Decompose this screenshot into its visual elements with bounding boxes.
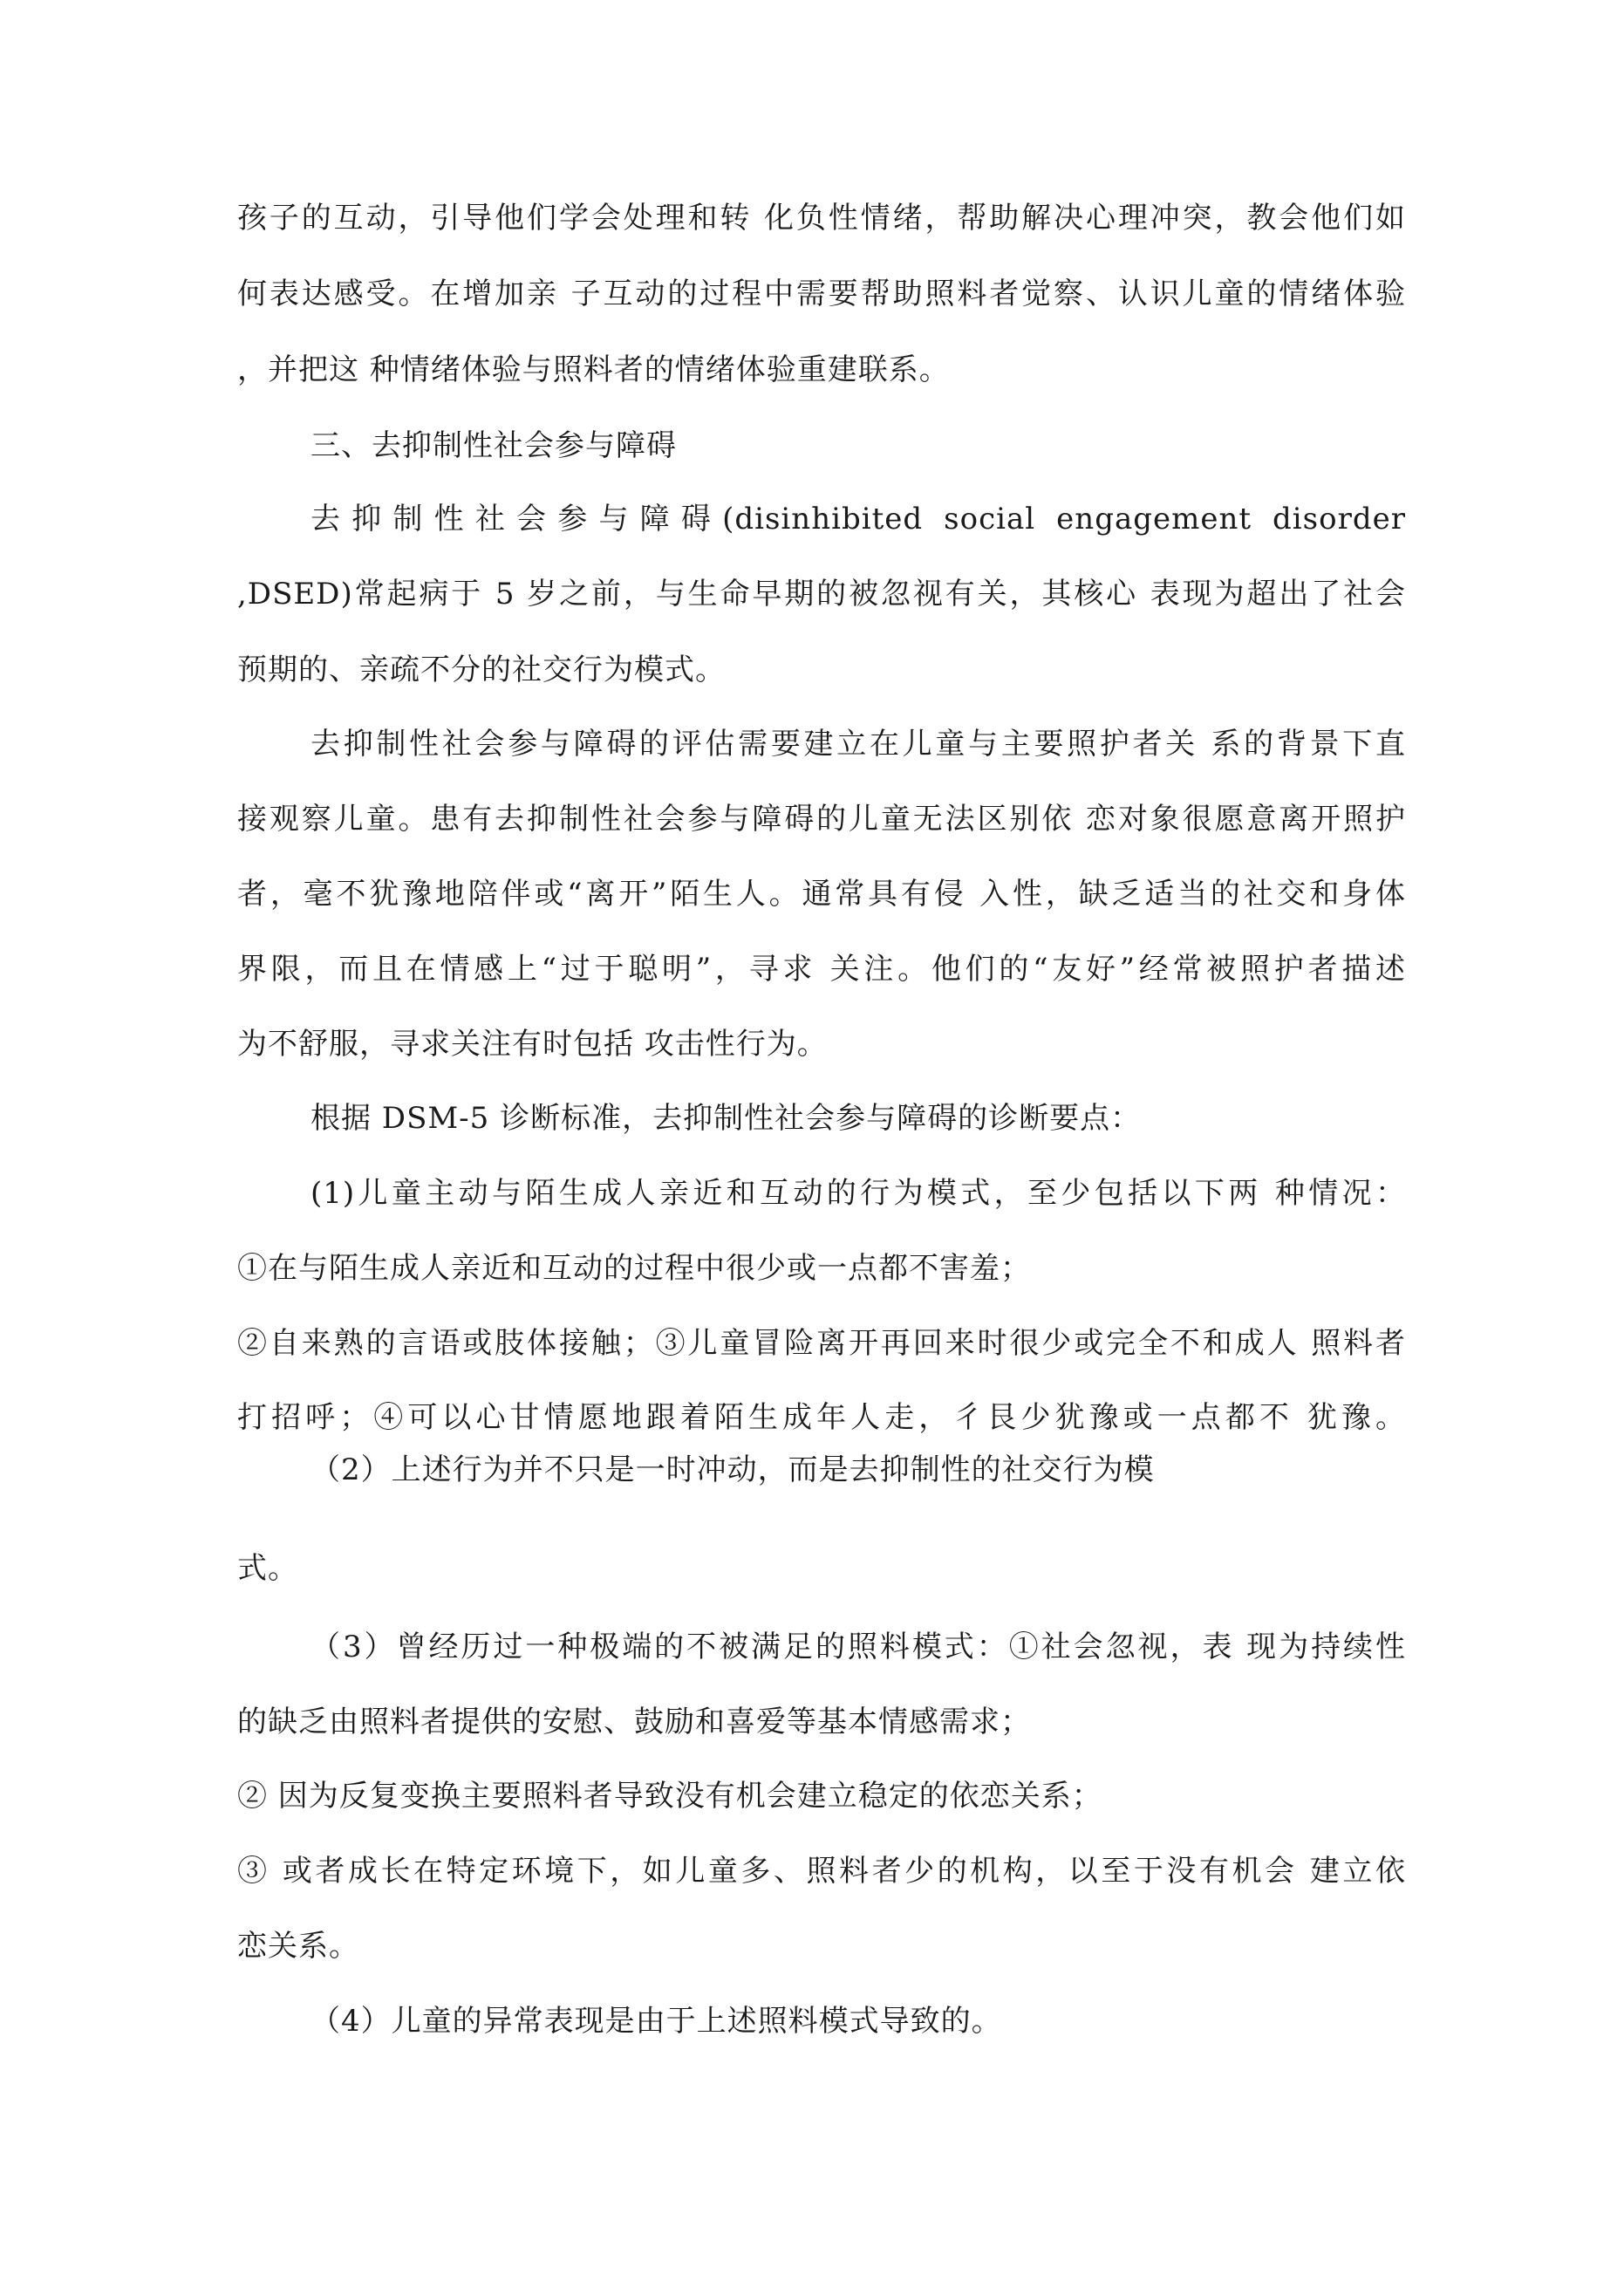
list-item: （3）曾经历过一种极端的不被满足的照料模式：①社会忽视，表 现为持续性 <box>310 1630 1406 1664</box>
text-line: 的缺乏由照料者提供的安慰、鼓励和喜爱等基本情感需求； <box>237 1705 1031 1739</box>
list-item: ②自来熟的言语或肢体接触；③儿童冒险离开再回来时很少或完全不和成人 照料者 <box>237 1326 1406 1361</box>
text-line: 预期的、亲疏不分的社交行为模式。 <box>237 653 726 687</box>
text-line: 接观察儿童。患有去抑制性社会参与障碍的儿童无法区别依 恋对象很愿意离开照护 <box>237 802 1406 837</box>
text-line: 孩子的互动，引导他们学会处理和转 化负性情绪，帮助解决心理冲突，教会他们如 <box>237 201 1406 236</box>
text-line: 为不舒服，寻求关注有时包括 攻击性行为。 <box>237 1027 828 1062</box>
list-item: (1)儿童主动与陌生成人亲近和互动的行为模式，至少包括以下两 种情况： <box>310 1176 1406 1211</box>
list-item: （2）上述行为并不只是一时冲动，而是去抑制性的社交行为模 <box>310 1452 1155 1487</box>
text-line: ,DSED)常起病于 5 岁之前，与生命早期的被忽视有关，其核心 表现为超出了社会 <box>237 577 1406 612</box>
text-line: 界限，而且在情感上“过于聪明”，寻求 关注。他们的“友好”经常被照护者描述 <box>237 952 1406 987</box>
text-line: 何表达感受。在增加亲 子互动的过程中需要帮助照料者觉察、认识儿童的情绪体验 <box>237 277 1406 311</box>
text-line: ，并把这 种情绪体验与照料者的情绪体验重建联系。 <box>237 352 950 387</box>
text-line: 根据 DSM-5 诊断标准，去抑制性社会参与障碍的诊断要点： <box>310 1101 1142 1136</box>
list-item: ② 因为反复变换主要照料者导致没有机会建立稳定的依恋关系； <box>237 1779 1102 1814</box>
text-line: 者，毫不犹豫地陪伴或“离开”陌生人。通常具有侵 入性，缺乏适当的社交和身体 <box>237 877 1406 912</box>
text-line: 式。 <box>237 1551 298 1586</box>
text-line: 去抑制性社会参与障碍的评估需要建立在儿童与主要照护者关 系的背景下直 <box>310 727 1406 762</box>
text-line: 去抑制性社会参与障碍(disinhibited social engagement disorder <box>310 502 1406 536</box>
list-item: ①在与陌生成人亲近和互动的过程中很少或一点都不害羞； <box>237 1251 1031 1286</box>
list-item: （4）儿童的异常表现是由于上述照料模式导致的。 <box>310 2004 1002 2039</box>
list-item: 打招呼；④可以心甘情愿地跟着陌生成年人走，彳艮少犹豫或一点都不 犹豫。 <box>237 1400 1406 1435</box>
list-item: ③ 或者成长在特定环境下，如儿童多、照料者少的机构，以至于没有机会 建立依 <box>237 1854 1406 1889</box>
section-heading: 三、去抑制性社会参与障碍 <box>310 428 677 463</box>
text-line: 恋关系。 <box>237 1929 359 1964</box>
